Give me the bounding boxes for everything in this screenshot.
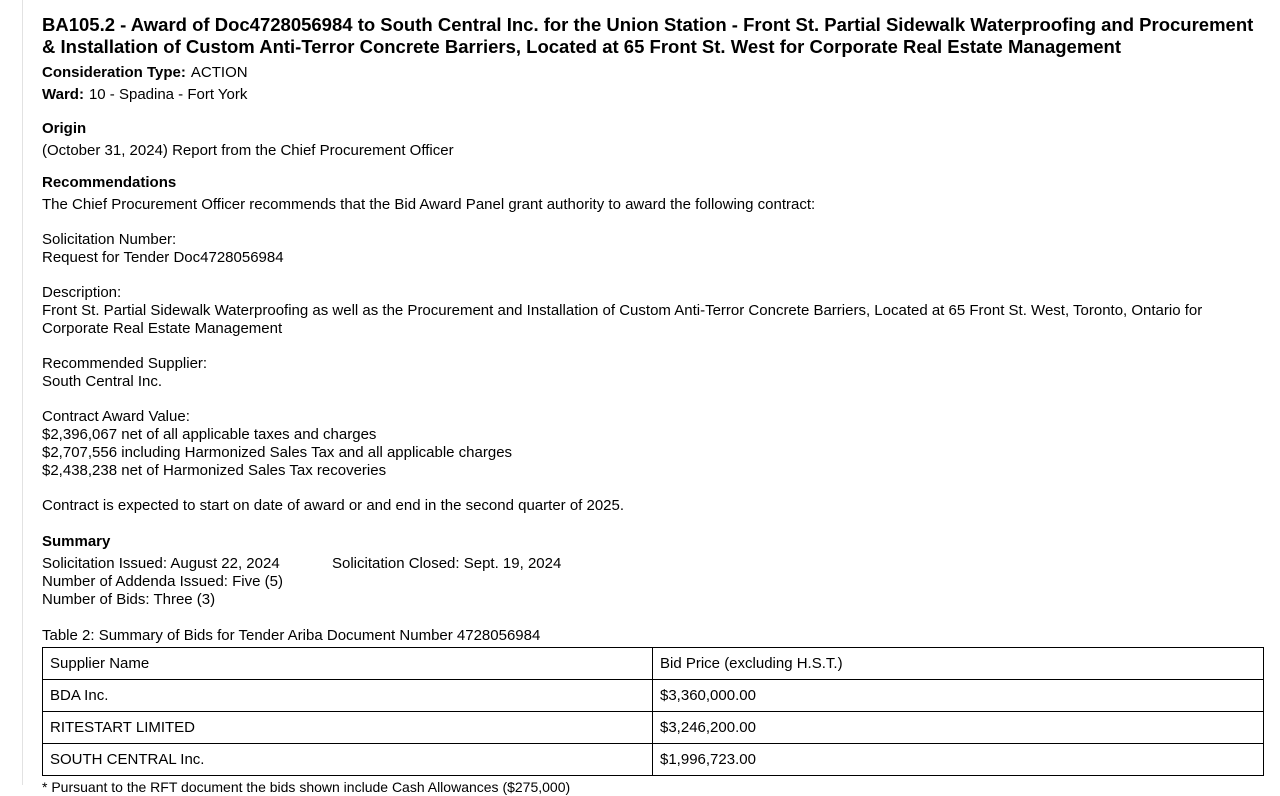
solicitation-label: Solicitation Number: <box>42 231 177 248</box>
award-value-line: $2,438,238 net of Harmonized Sales Tax recoveries <box>42 462 387 479</box>
table-row <box>43 744 1264 776</box>
ward-label: Ward: <box>42 86 84 103</box>
table-caption: Table 2: Summary of Bids for Tender Ariba Document Number 4728056984 <box>42 627 541 644</box>
table-row <box>43 712 1264 744</box>
ward <box>42 84 1264 106</box>
supplier-value: South Central Inc. <box>42 373 163 390</box>
supplier-label: Recommended Supplier: <box>42 355 208 372</box>
agenda-item <box>42 14 1264 776</box>
page-left-border <box>22 0 23 785</box>
award-value-line: $2,707,556 including Harmonized Sales Tax and all applicable charges <box>42 444 513 461</box>
consideration-value: ACTION <box>190 64 248 81</box>
description-label: Description: <box>42 284 122 301</box>
consideration-label: Consideration Type: <box>42 64 186 81</box>
solicitation-block <box>42 231 1264 267</box>
supplier-cell: BDA Inc. <box>43 680 653 712</box>
recommendations-heading: Recommendations <box>42 174 177 191</box>
header-supplier: Supplier Name <box>43 648 653 680</box>
summary-heading: Summary <box>42 533 111 550</box>
addenda-count: Number of Addenda Issued: Five (5) <box>42 573 283 590</box>
award-value-block <box>42 408 1264 480</box>
description-block <box>42 284 1264 338</box>
solicitation-value: Request for Tender Doc4728056984 <box>42 249 284 266</box>
solicitation-dates <box>42 555 1264 573</box>
item-title: BA105.2 - Award of Doc4728056984 to South Central Inc. for the Union Station - Front St. Partial Sidewalk Waterproofing and Procurement & Installation of Custom Anti-Terror Concrete Barriers, Located at 65 Front St. West for Corporate Real Estate Management <box>42 14 1254 57</box>
origin-heading: Origin <box>42 120 87 137</box>
table-footnote: * Pursuant to the RFT document the bids shown include Cash Allowances ($275,000) <box>42 779 571 795</box>
header-bid-price: Bid Price (excluding H.S.T.) <box>653 648 1264 680</box>
origin-text: (October 31, 2024) Report from the Chief Procurement Officer <box>42 142 454 159</box>
supplier-cell: SOUTH CENTRAL Inc. <box>43 744 653 776</box>
solicitation-issued: Solicitation Issued: August 22, 2024 <box>42 555 280 572</box>
bids-count: Number of Bids: Three (3) <box>42 591 216 608</box>
table-header-row <box>43 648 1264 680</box>
supplier-cell: RITESTART LIMITED <box>43 712 653 744</box>
recommendations-intro: The Chief Procurement Officer recommends that the Bid Award Panel grant authority to award the following contract: <box>42 196 816 213</box>
bid-price-cell: $1,996,723.00 <box>653 744 1264 776</box>
award-value-line: $2,396,067 net of all applicable taxes and charges <box>42 426 377 443</box>
bid-price-cell: $3,246,200.00 <box>653 712 1264 744</box>
timing-block <box>42 497 1264 515</box>
bid-price-cell: $3,360,000.00 <box>653 680 1264 712</box>
bids-table <box>42 647 1264 776</box>
award-value-label: Contract Award Value: <box>42 408 190 425</box>
description-value: Front St. Partial Sidewalk Waterproofing as well as the Procurement and Installation of Custom Anti-Terror Concrete Barriers, Located at 65 Front St. West, Toronto, Ontario for Corporate Real Estate Management <box>42 302 1203 337</box>
contract-timing: Contract is expected to start on date of award or and end in the second quarter of 2025. <box>42 497 625 514</box>
supplier-block <box>42 355 1264 391</box>
table-row <box>43 680 1264 712</box>
solicitation-closed: Solicitation Closed: Sept. 19, 2024 <box>332 555 562 572</box>
consideration-type <box>42 62 1264 84</box>
ward-value: 10 - Spadina - Fort York <box>88 86 248 103</box>
